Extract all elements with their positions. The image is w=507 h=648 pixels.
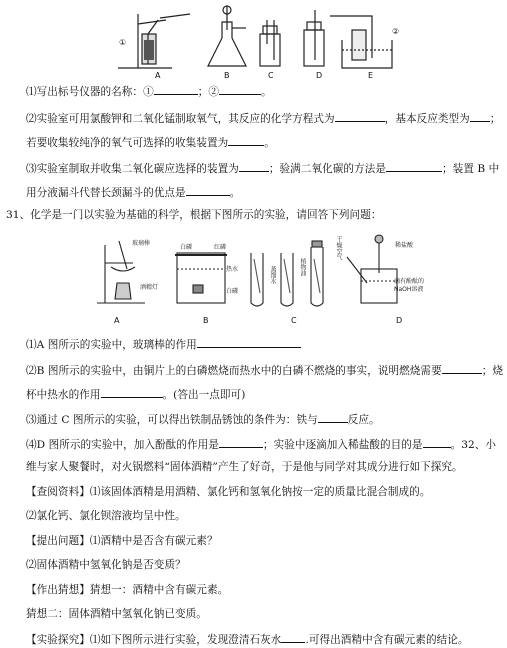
q31-blank-rod[interactable] [197, 336, 301, 348]
fig-label-b: B [224, 71, 230, 80]
q2-blank-equation[interactable] [335, 110, 385, 122]
label-circle-1: ① [119, 38, 127, 47]
q31-l3-end: 。(答出一点即可) [162, 389, 246, 401]
q3-blank-advantage[interactable] [186, 184, 230, 196]
q3-line-1 [26, 160, 499, 176]
q31-l2-end: ；烧 [481, 365, 504, 377]
q2-line-1 [26, 110, 500, 126]
fig31-c-oil: 植物油 [299, 258, 306, 276]
label-circle-2: ② [392, 27, 400, 36]
q31-l5-mid: ；实验中逐滴加入稀盐酸的目的是 [262, 439, 423, 451]
q2-blank-collect[interactable] [228, 134, 264, 146]
q31-l3: 杯中热水的作用 [26, 389, 101, 401]
fig31-b-red: 红磷 [214, 244, 227, 251]
q32-line-guess-1: 【作出猜想】猜想一：酒精中含有碳元素。 [26, 584, 229, 596]
q2-line-2 [26, 134, 275, 150]
q2-end: ； [489, 113, 501, 125]
q3-end: ；装置 B 中 [441, 163, 500, 175]
q31-blank-hotwater[interactable] [101, 386, 163, 398]
q32-line-intro: 维与家人聚餐时，对火锅燃料“固体酒精”产生了好奇，于是他与同学对其成分进行如下探究。 [26, 461, 463, 473]
fig31-label-c: C [291, 316, 297, 325]
fig31-b-white: 白磷 [180, 244, 193, 251]
q1-blank-1[interactable] [154, 83, 198, 95]
q31-l5-end: 。32、小 [450, 439, 497, 451]
q31-line-2 [26, 362, 503, 378]
q3-mid: ；验满二氧化碳的方法是 [268, 163, 386, 175]
q32-blank-limewater[interactable] [281, 631, 305, 643]
fig31-label-b: B [203, 316, 209, 325]
q31-header: 31、化学是一门以实验为基础的科学，根据下图所示的实验，请回答下列问题： [6, 209, 382, 221]
q31-line-3 [26, 386, 245, 402]
q2-blank-type[interactable] [470, 110, 490, 122]
q32-line-material: 【查阅资料】⑴该固体酒精是用酒精、氯化钙和氢氧化钠按一定的质量比混合制成的。 [26, 486, 431, 498]
q2-text: ⑵实验室可用氯酸钾和二氧化锰制取氧气，其反应的化学方程式为 [26, 113, 335, 125]
q32-line-neutral: ⑵氯化钙、氯化钡溶液均呈中性。 [26, 510, 186, 522]
q31-line-1 [26, 336, 301, 352]
fig31-d-phenol: 滴有酚酞的 [394, 278, 425, 285]
fig31-d-acid: 稀盐酸 [395, 242, 414, 249]
q32-line-question-1: 【提出问题】⑴酒精中是否含有碳元素？ [26, 535, 218, 547]
q2-mid: ，基本反应类型为 [384, 113, 470, 125]
fig31-a-lamp: 酒精灯 [140, 284, 159, 291]
q3-text: ⑶实验室制取并收集二氧化碳应选择的装置为 [26, 163, 239, 175]
q32-l13: 【实验探究】⑴如下图所示进行实验，发现澄清石灰水 [26, 634, 282, 646]
q3-line-2 [26, 184, 240, 200]
q31-blank-burn[interactable] [442, 362, 482, 374]
q32-line-explore [26, 631, 469, 647]
q2-text-2: 若要收集较纯净的氧气可选择的收集装置为 [26, 137, 229, 149]
fig-label-c: C [268, 71, 274, 80]
q3-blank-device[interactable] [239, 160, 269, 172]
q2-end-2: 。 [264, 137, 275, 149]
q1-line [26, 83, 272, 99]
q31-blank-phenol[interactable] [219, 436, 263, 448]
q31-l2: ⑵B 图所示的实验中，由铜片上的白磷燃烧而热水中的白磷不燃烧的事实，说明燃烧需要 [26, 365, 442, 377]
q31-blank-acid[interactable] [423, 436, 451, 448]
q31-line-4 [26, 411, 380, 427]
apparatus-figure-top [110, 0, 410, 80]
fig31-b-water: 热水 [226, 266, 239, 273]
fig-label-e: E [368, 71, 374, 80]
q31-l5: ⑷D 图所示的实验中，加入酚酞的作用是 [26, 439, 219, 451]
q31-blank-rust[interactable] [318, 411, 348, 423]
q3-text-2: 用分液漏斗代替长颈漏斗的优点是 [26, 187, 186, 199]
q3-end-2: 。 [229, 187, 241, 199]
q32-line-guess-2: 猜想二：固体酒精中氢氧化钠已变质。 [26, 608, 207, 620]
fig-label-d: D [316, 71, 323, 80]
q1-blank-2[interactable] [219, 83, 261, 95]
q1-text: ⑴写出标号仪器的名称：① [26, 86, 154, 98]
fig31-c-air: 干燥空气 [335, 236, 342, 260]
fig31-b-white-2: 白磷 [226, 288, 239, 295]
q3-blank-method[interactable] [386, 160, 442, 172]
fig31-a-rod: 玻璃棒 [132, 240, 151, 247]
fig31-c-water: 蒸馏水 [269, 266, 276, 284]
q1-end: 。 [261, 86, 272, 98]
q31-l1: ⑴A 图所示的实验中，玻璃棒的作用 [26, 339, 197, 351]
q32-line-question-2: ⑵固体酒精中氢氧化钠是否变质？ [26, 559, 186, 571]
fig-label-a: A [155, 71, 161, 80]
fig31-label-a: A [114, 316, 120, 325]
q31-line-5 [26, 436, 496, 452]
q32-l13-end: .可得出酒精中含有碳元素的结论。 [305, 634, 469, 646]
fig31-label-d: D [396, 316, 403, 325]
q1-mid: ；② [197, 86, 220, 98]
fig31-d-naoh: NaOH溶液 [394, 286, 424, 293]
q31-l4: ⑶通过 C 图所示的实验，可以得出铁制品锈蚀的条件为：铁与 [26, 414, 318, 426]
apparatus-figure-31 [85, 223, 425, 315]
q31-l4-end: 反应。 [347, 414, 380, 426]
